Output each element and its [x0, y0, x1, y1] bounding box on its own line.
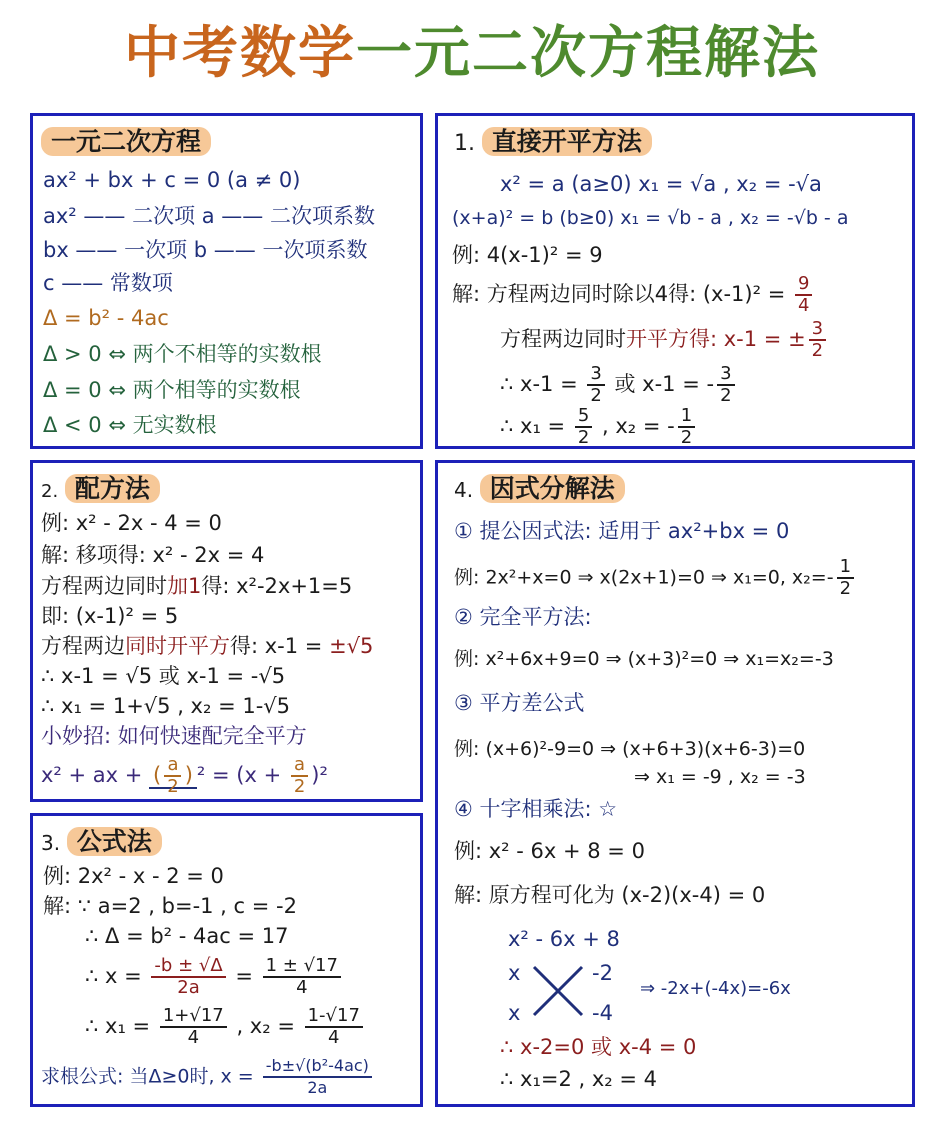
definition-heading: 一元二次方程 — [41, 128, 211, 156]
cross-left-bottom: x — [508, 1001, 521, 1025]
method4-subhead: ① 提公因式法: 适用于 ax²+bx = 0 — [454, 519, 790, 543]
method3-line: ∴ Δ = b² - 4ac = 17 — [85, 924, 289, 948]
method1-line: 方程两边同时开平方得: x-1 = ± $\frac{3}{2}$ — [500, 319, 829, 361]
discriminant-case: Δ < 0 ⇔ 无实数根 — [43, 413, 217, 437]
cross-right-bottom: -4 — [592, 1001, 613, 1025]
title-part1: 中考数学 — [124, 21, 356, 86]
method3-line: ∴ x₁ = $\frac{1+√17}{4}$ , x₂ = $\frac{1-√17}{4}$ — [85, 1006, 366, 1048]
definition-line: ax² —— 二次项 a —— 二次项系数 — [43, 204, 375, 228]
definition-box — [30, 113, 423, 449]
method4-example: ⇒ x₁ = -9 , x₂ = -3 — [634, 766, 806, 788]
method4-number: 4. — [454, 478, 474, 502]
method2-heading: 配方法 — [65, 475, 160, 503]
method4-subhead: ② 完全平方法: — [454, 605, 592, 629]
method1-example: 例: 4(x-1)² = 9 — [452, 243, 603, 267]
method2-line: ∴ x-1 = √5 或 x-1 = -√5 — [41, 664, 286, 688]
method2-line: 解: 移项得: x² - 2x = 4 — [41, 543, 265, 567]
method3-number: 3. — [41, 831, 61, 855]
page-title — [0, 18, 944, 90]
definition-line: bx —— 一次项 b —— 一次项系数 — [43, 238, 368, 262]
definition-line: c —— 常数项 — [43, 271, 173, 295]
method3-example: 例: 2x² - x - 2 = 0 — [43, 864, 224, 888]
method2-tip-formula: x² + ax + ( $\frac{a}{2}$ ) ² = (x + $\frac{a}{2}$ )² — [41, 754, 328, 797]
method4-subhead: ③ 平方差公式 — [454, 691, 585, 715]
cross-result: ⇒ -2x+(-4x)=-6x — [640, 978, 791, 999]
method1-box — [435, 113, 915, 449]
method2-line: 即: (x-1)² = 5 — [41, 604, 179, 628]
method4-line: 解: 原方程可化为 (x-2)(x-4) = 0 — [454, 883, 766, 907]
method1-number: 1. — [454, 131, 475, 156]
method2-tip: 小妙招: 如何快速配完全平方 — [41, 724, 307, 748]
method4-example: 例: (x+6)²-9=0 ⇒ (x+6+3)(x+6-3)=0 — [454, 738, 806, 760]
cross-left-top: x — [508, 961, 521, 985]
method4-box — [435, 460, 915, 1107]
title-part2: 一元二次方程解法 — [356, 21, 820, 86]
method1-heading: 直接开平方法 — [482, 128, 652, 156]
method4-example: 例: x² - 6x + 8 = 0 — [454, 839, 645, 863]
method2-box — [30, 460, 423, 802]
discriminant-line: Δ = b² - 4ac — [43, 306, 169, 330]
method2-line: 方程两边同时加1得: x²-2x+1=5 — [41, 574, 353, 598]
method3-box — [30, 813, 423, 1107]
method4-example: 例: x²+6x+9=0 ⇒ (x+3)²=0 ⇒ x₁=x₂=-3 — [454, 648, 834, 670]
method3-formula: 求根公式: 当Δ≥0时, x = $\frac{\text{-b±√(b²-4ac)}}{2a}$ — [41, 1056, 375, 1098]
method4-example: 例: 2x²+x=0 ⇒ x(2x+1)=0 ⇒ x₁=0, x₂=- $\frac{1}{2}$ — [454, 557, 857, 599]
method2-number: 2. — [41, 481, 59, 502]
discriminant-case: Δ = 0 ⇔ 两个相等的实数根 — [43, 378, 301, 402]
cross-right-top: -2 — [592, 961, 613, 985]
method2-example: 例: x² - 2x - 4 = 0 — [41, 511, 222, 535]
discriminant-case: Δ > 0 ⇔ 两个不相等的实数根 — [43, 342, 322, 366]
method4-subhead: ④ 十字相乘法: ☆ — [454, 797, 618, 821]
method4-line: ∴ x₁=2 , x₂ = 4 — [500, 1067, 658, 1091]
method1-line: ∴ x-1 = $\frac{3}{2}$ 或 x-1 = - $\frac{3}{2}$ — [500, 364, 738, 406]
method3-line: 解: ∵ a=2 , b=-1 , c = -2 — [43, 894, 297, 918]
cross-multiply-icon — [530, 963, 586, 1019]
cross-expression: x² - 6x + 8 — [508, 927, 620, 951]
method3-heading: 公式法 — [67, 828, 162, 856]
method1-line: (x+a)² = b (b≥0) x₁ = √b - a , x₂ = -√b - a — [452, 207, 849, 229]
method4-heading: 因式分解法 — [480, 475, 625, 503]
method1-line: 解: 方程两边同时除以4得: (x-1)² = $\frac{9}{4}$ — [452, 274, 815, 316]
method1-line: x² = a (a≥0) x₁ = √a , x₂ = -√a — [500, 172, 822, 196]
definition-line: ax² + bx + c = 0 (a ≠ 0) — [43, 168, 301, 192]
method2-line: 方程两边同时开平方得: x-1 = ±√5 — [41, 634, 374, 658]
method4-line: ∴ x-2=0 或 x-4 = 0 — [500, 1035, 697, 1059]
method1-line: ∴ x₁ = $\frac{5}{2}$ , x₂ = - $\frac{1}{2}$ — [500, 406, 698, 448]
method3-line: ∴ x = $\frac{-b \pm √\Delta}{2a}$ = $\frac{1 \pm √17}{4}$ — [85, 956, 344, 998]
method2-line: ∴ x₁ = 1+√5 , x₂ = 1-√5 — [41, 694, 291, 718]
